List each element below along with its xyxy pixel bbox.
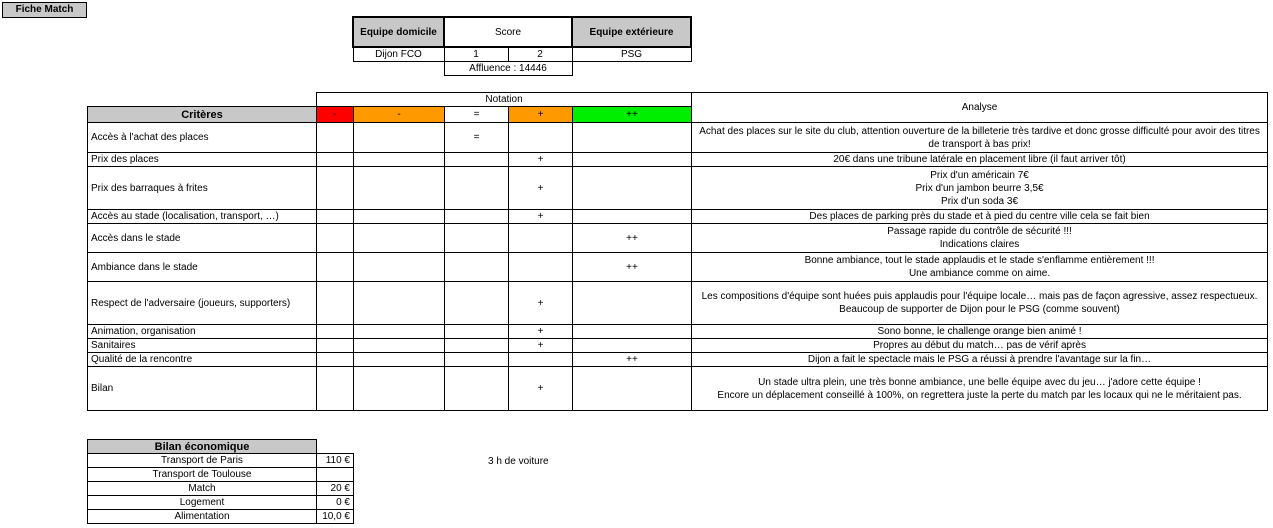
rating-cell[interactable]: + (509, 325, 573, 339)
rating-cell[interactable] (573, 153, 692, 167)
analysis-line: Les compositions d'équipe sont huées puis applaudis pour l'équipe locale… mais pas de façon agressive, assez respectueux. (701, 291, 1258, 302)
rating-cell[interactable] (317, 353, 354, 367)
rating-cell[interactable] (573, 325, 692, 339)
economics-value[interactable]: 110 € (317, 454, 354, 468)
away-score: 2 (508, 47, 572, 61)
economics-row (88, 496, 354, 510)
scale-0: - (317, 107, 354, 123)
analysis-cell[interactable] (692, 153, 1268, 167)
rating-cell[interactable] (354, 253, 445, 282)
home-team-name: Dijon FCO (353, 47, 444, 61)
economics-value[interactable]: 20 € (317, 482, 354, 496)
rating-cell[interactable]: = (445, 123, 509, 153)
analysis-cell[interactable] (692, 367, 1268, 411)
economics-label: Alimentation (88, 510, 317, 524)
economics-label: Transport de Toulouse (88, 468, 317, 482)
analysis-line: 20€ dans une tribune latérale en placement libre (il faut arriver tôt) (833, 154, 1126, 165)
away-team-name: PSG (572, 47, 691, 61)
economics-label: Match (88, 482, 317, 496)
rating-cell[interactable]: + (509, 167, 573, 210)
scale-2: = (445, 107, 509, 123)
economics-row (88, 482, 354, 496)
rating-cell[interactable]: + (509, 210, 573, 224)
rating-cell[interactable]: ++ (573, 353, 692, 367)
rating-cell[interactable]: + (509, 367, 573, 411)
rating-cell[interactable] (509, 353, 573, 367)
rating-cell[interactable] (445, 167, 509, 210)
rating-cell[interactable] (317, 224, 354, 253)
sheet-title[interactable]: Fiche Match (2, 2, 87, 18)
economics-table (87, 439, 354, 524)
rating-cell[interactable] (354, 153, 445, 167)
rating-cell[interactable] (573, 123, 692, 153)
analysis-line: Prix d'un soda 3€ (941, 195, 1019, 207)
criterion-label: Qualité de la rencontre (88, 353, 317, 367)
rating-cell[interactable] (354, 353, 445, 367)
rating-cell[interactable] (317, 339, 354, 353)
scale-3: + (509, 107, 573, 123)
rating-cell[interactable] (445, 367, 509, 411)
analysis-cell[interactable] (692, 167, 1268, 210)
analysis-line: Dijon a fait le spectacle mais le PSG a réussi à prendre l'avantage sur la fin… (807, 354, 1152, 365)
analysis-cell[interactable] (692, 282, 1268, 325)
analysis-line: Beaucoup de supporter de Dijon pour le PSG (comme souvent) (839, 304, 1120, 315)
economics-row (88, 454, 354, 468)
rating-cell[interactable] (317, 123, 354, 153)
rating-cell[interactable] (573, 210, 692, 224)
rating-cell[interactable]: ++ (573, 224, 692, 253)
analysis-line: Une ambiance comme on aime. (908, 268, 1051, 279)
rating-cell[interactable]: + (509, 153, 573, 167)
criterion-label: Accès au stade (localisation, transport, …) (88, 210, 317, 224)
home-team-header: Equipe domicile (353, 17, 444, 47)
rating-cell[interactable] (445, 353, 509, 367)
rating-cell[interactable] (354, 339, 445, 353)
home-score: 1 (444, 47, 508, 61)
rating-cell[interactable] (445, 339, 509, 353)
notation-row (88, 153, 1268, 167)
rating-cell[interactable] (509, 253, 573, 282)
travel-time-note: 3 h de voiture (488, 456, 549, 467)
economics-row (88, 510, 354, 524)
rating-cell[interactable] (573, 282, 692, 325)
analysis-line: Des places de parking près du stade et à pied du centre ville cela se fait bien (809, 211, 1150, 222)
economics-value[interactable]: 0 € (317, 496, 354, 510)
criteria-header: Critères (88, 107, 317, 123)
notation-row (88, 367, 1268, 411)
analysis-line: Prix d'un américain 7€ (930, 169, 1029, 181)
rating-cell[interactable] (445, 325, 509, 339)
analysis-line: Passage rapide du contrôle de sécurité !!! (887, 226, 1072, 237)
rating-cell[interactable] (354, 224, 445, 253)
rating-cell[interactable] (509, 224, 573, 253)
notation-row (88, 210, 1268, 224)
score-header: Score (444, 17, 572, 47)
analysis-line: Propres au début du match… pas de vérif après (873, 340, 1086, 351)
rating-cell[interactable] (317, 253, 354, 282)
rating-cell[interactable] (445, 282, 509, 325)
notation-row (88, 253, 1268, 282)
rating-cell[interactable] (445, 210, 509, 224)
rating-cell[interactable] (445, 224, 509, 253)
match-table (352, 16, 692, 76)
criterion-label: Ambiance dans le stade (88, 253, 317, 282)
rating-cell[interactable] (573, 167, 692, 210)
rating-cell[interactable]: + (509, 282, 573, 325)
economics-row (88, 468, 354, 482)
analysis-header: Analyse (692, 93, 1268, 123)
notation-row (88, 325, 1268, 339)
economics-value[interactable]: 10,0 € (317, 510, 354, 524)
criterion-label: Animation, organisation (88, 325, 317, 339)
rating-cell[interactable] (509, 123, 573, 153)
economics-label: Logement (88, 496, 317, 510)
rating-cell[interactable] (354, 325, 445, 339)
notation-row (88, 123, 1268, 153)
rating-cell[interactable] (573, 339, 692, 353)
analysis-cell[interactable] (692, 123, 1268, 153)
scale-1: - (354, 107, 445, 123)
analysis-line: Indications claires (939, 239, 1020, 250)
notation-label: Notation (317, 93, 692, 107)
rating-cell[interactable] (317, 167, 354, 210)
rating-cell[interactable] (354, 210, 445, 224)
economics-header: Bilan économique (88, 440, 317, 454)
analysis-cell[interactable] (692, 224, 1268, 253)
notation-row (88, 339, 1268, 353)
criterion-label: Accès à l'achat des places (88, 123, 317, 153)
criterion-label: Prix des barraques à frites (88, 167, 317, 210)
notation-row (88, 353, 1268, 367)
rating-cell[interactable]: ++ (573, 253, 692, 282)
rating-cell[interactable] (354, 367, 445, 411)
analysis-cell[interactable] (692, 210, 1268, 224)
criterion-label: Sanitaires (88, 339, 317, 353)
scale-4: ++ (573, 107, 692, 123)
rating-cell[interactable] (317, 325, 354, 339)
criterion-label: Respect de l'adversaire (joueurs, supporters) (88, 282, 317, 325)
criterion-label: Bilan (88, 367, 317, 411)
rating-cell[interactable] (354, 167, 445, 210)
notation-row (88, 224, 1268, 253)
analysis-line: Prix d'un jambon beurre 3,5€ (915, 182, 1044, 194)
rating-cell[interactable] (354, 282, 445, 325)
analysis-cell[interactable] (692, 253, 1268, 282)
notation-row (88, 167, 1268, 210)
economics-label: Transport de Paris (88, 454, 317, 468)
analysis-cell[interactable] (692, 339, 1268, 353)
economics-value[interactable] (317, 468, 354, 482)
away-team-header: Equipe extérieure (572, 17, 691, 47)
notation-table (87, 92, 1268, 411)
rating-cell[interactable] (573, 367, 692, 411)
rating-cell[interactable] (317, 282, 354, 325)
rating-cell[interactable] (445, 253, 509, 282)
analysis-line: Achat des places sur le site du club, attention ouverture de la billeterie très tardive et donc grosse difficulté pour avoir des titres de transport à bas prix! (699, 125, 1260, 150)
rating-cell[interactable] (317, 367, 354, 411)
attendance: Affluence : 14446 (444, 61, 572, 75)
analysis-cell[interactable] (692, 353, 1268, 367)
rating-cell[interactable] (317, 153, 354, 167)
analysis-line: Encore un déplacement conseillé à 100%, on regrettera juste la perte du match par les locaux qui ne le méritaient pas. (717, 389, 1242, 401)
analysis-cell[interactable] (692, 325, 1268, 339)
criterion-label: Prix des places (88, 153, 317, 167)
rating-cell[interactable] (354, 123, 445, 153)
rating-cell[interactable] (317, 210, 354, 224)
analysis-line: Bonne ambiance, tout le stade applaudis et le stade s'enflamme entièrement !!! (804, 255, 1155, 266)
criterion-label: Accès dans le stade (88, 224, 317, 253)
analysis-line: Sono bonne, le challenge orange bien animé ! (877, 326, 1082, 337)
notation-row (88, 282, 1268, 325)
rating-cell[interactable] (445, 153, 509, 167)
analysis-line: Un stade ultra plein, une très bonne ambiance, une belle équipe avec du jeu… j'adore cette équipe ! (758, 376, 1201, 388)
rating-cell[interactable]: + (509, 339, 573, 353)
